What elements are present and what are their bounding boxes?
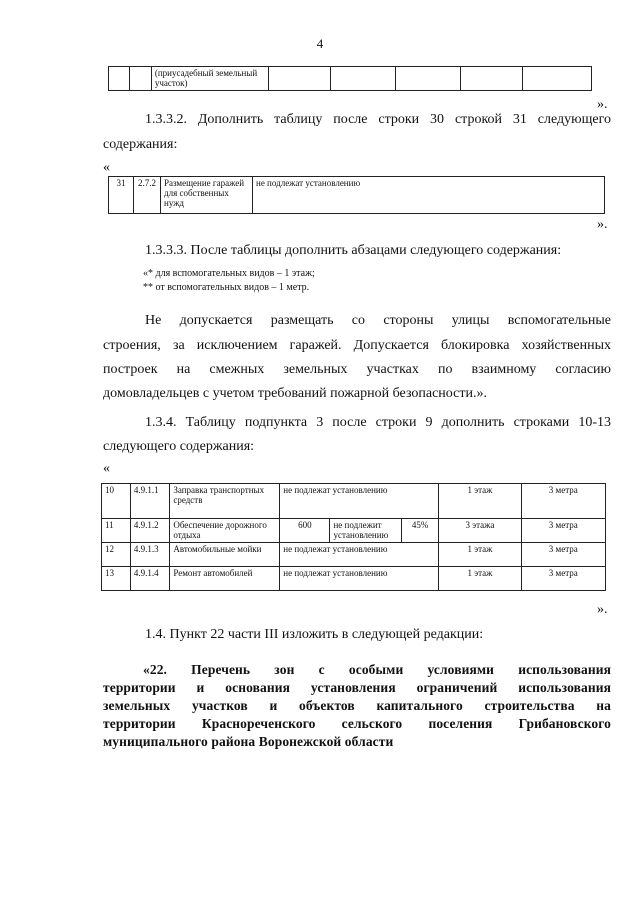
heading-22-line4: территории Краснореченского сельского поселения Грибановского [103, 716, 611, 731]
table-cell-value: не подлежит установлению [330, 519, 402, 543]
paragraph-14: 1.4. Пункт 22 части III изложить в следующей редакции: [145, 627, 484, 642]
closing-quote: ». [597, 97, 608, 112]
opening-quote: « [103, 461, 110, 476]
table-cell-name: Обеспечение дорожного отдыха [170, 519, 280, 543]
table-row [102, 484, 606, 519]
page-number: 4 [316, 36, 324, 51]
table-cell-setback: 3 метра [521, 567, 605, 591]
table-cell-code: 4.9.1.1 [130, 484, 170, 519]
paragraph-prohibit-line4: домовладельцев с учетом требований пожарной безопасности.». [103, 386, 487, 401]
paragraph-1332-line1: 1.3.3.2. Дополнить таблицу после строки 30 строкой 31 следующего [145, 112, 611, 127]
heading-22-line5: муниципального района Воронежской области [103, 734, 394, 749]
table-cell-code: 4.9.1.4 [130, 567, 170, 591]
table-cell-code: 4.9.1.3 [130, 543, 170, 567]
footnote-2: ** от вспомогательных видов – 1 метр. [143, 282, 310, 293]
paragraph-prohibit-line2: строения, за исключением гаражей. Допускается блокировка хозяйственных [103, 338, 611, 353]
table-row-31 [108, 176, 605, 214]
table-row [102, 543, 606, 567]
table-top-fragment [108, 66, 592, 91]
table-cell-setback: 3 метра [521, 543, 605, 567]
table-cell-value: не подлежат установлению [280, 543, 439, 567]
paragraph-1332-line2: содержания: [103, 137, 178, 152]
table-cell-code: 4.9.1.2 [130, 519, 170, 543]
paragraph-134-line2: следующего содержания: [103, 439, 255, 454]
heading-22-line2: территории и основания установления ограничений использования [103, 680, 611, 695]
opening-quote: « [103, 160, 110, 175]
table-cell-value: не подлежат установлению [280, 567, 439, 591]
table-cell-floors: 1 этаж [439, 484, 521, 519]
footnote-1: «* для вспомогательных видов – 1 этаж; [143, 268, 315, 279]
closing-quote: ». [597, 602, 608, 617]
table-cell: (приусадебный земельный участок) [151, 67, 268, 91]
table-cell-setback: 3 метра [521, 484, 605, 519]
table-cell-code: 2.7.2 [134, 177, 161, 214]
table-cell-value: не подлежат установлению [280, 484, 439, 519]
table-cell-num: 13 [102, 567, 131, 591]
table-cell-num: 11 [102, 519, 131, 543]
table-cell-name: Автомобильные мойки [170, 543, 280, 567]
table-row [102, 567, 606, 591]
table-cell-name: Ремонт автомобилей [170, 567, 280, 591]
closing-quote: ». [597, 217, 608, 232]
table-cell-num: 31 [109, 177, 134, 214]
paragraph-134-line1: 1.3.4. Таблицу подпункта 3 после строки 9 дополнить строками 10-13 [145, 415, 611, 430]
table-cell-setback: 3 метра [521, 519, 605, 543]
table-cell-floors: 1 этаж [439, 543, 521, 567]
table-row [102, 519, 606, 543]
paragraph-prohibit-line3: построек на смежных земельных участках по взаимному согласию [103, 362, 611, 377]
heading-22-line1: «22. Перечень зон с особыми условиями использования [143, 662, 611, 677]
table-cell-num: 10 [102, 484, 131, 519]
table-cell-floors: 3 этажа [439, 519, 521, 543]
paragraph-1333: 1.3.3.3. После таблицы дополнить абзацами следующего содержания: [145, 243, 562, 258]
table-cell-name: Размещение гаражей для собственных нужд [161, 177, 253, 214]
table-cell-floors: 1 этаж [439, 567, 521, 591]
paragraph-prohibit-line1: Не допускается размещать со стороны улицы вспомогательные [145, 313, 611, 328]
table-cell-value: не подлежат установлению [253, 177, 605, 214]
table-cell-num: 12 [102, 543, 131, 567]
table-cell-area: 600 [280, 519, 330, 543]
heading-22-line3: земельных участков и объектов капитального строительства на [103, 698, 611, 713]
table-cell-name: Заправка транспортных средств [170, 484, 280, 519]
table-cell-percent: 45% [402, 519, 439, 543]
table-rows-10-13 [101, 483, 606, 591]
